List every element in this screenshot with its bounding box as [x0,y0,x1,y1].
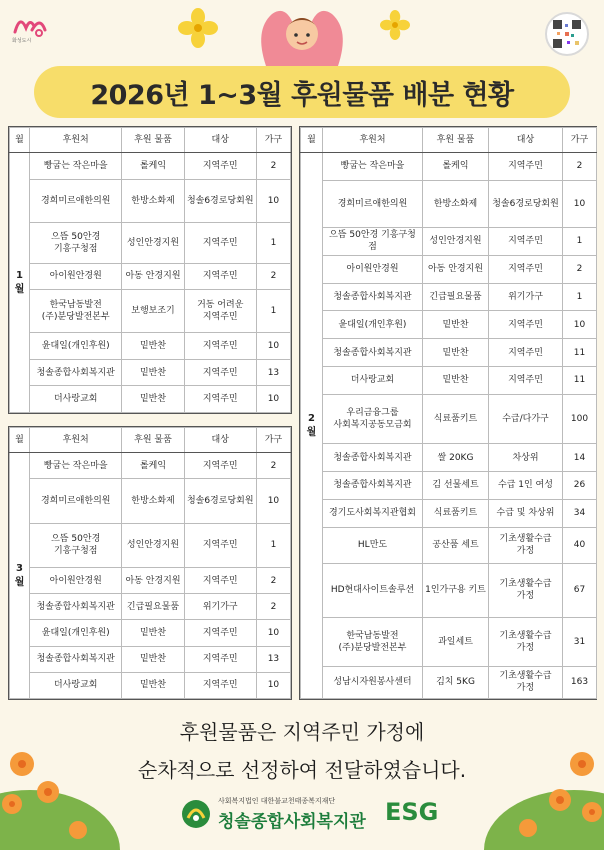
table-row [10,672,291,698]
qr-code-icon [547,14,587,54]
household-count-cell: 10 [256,620,290,646]
target-cell: 지역주민 [184,523,256,567]
footer [0,700,604,850]
item-cell: 밑반찬 [122,646,184,672]
donor-cell: 경기도사회복지관협회 [323,499,423,527]
table-row [10,567,291,593]
household-count-cell: 10 [256,386,290,413]
table-row [301,564,597,618]
qr-code[interactable] [545,12,589,56]
donor-cell: 경희미르애한의원 [323,180,423,227]
target-cell: 수급/다가구 [489,394,563,443]
donor-cell: HD현대사이트솔루션 [323,564,423,618]
table-january [8,126,292,414]
column-header: 후원 물품 [423,128,489,153]
item-cell: 아동 안경지원 [122,567,184,593]
item-cell: 한방소화제 [122,179,184,222]
item-cell: 아동 안경지원 [423,255,489,283]
item-cell: 밑반찬 [423,367,489,395]
item-cell: 롤케익 [423,153,489,181]
household-count-cell: 10 [563,311,597,339]
household-count-cell: 26 [563,471,597,499]
column-header: 후원 물품 [122,128,184,153]
table-row [10,263,291,290]
household-count-cell: 2 [256,594,290,620]
target-cell: 기초생활수급 가정 [489,617,563,666]
donor-cell: 청솔종합사회복지관 [323,471,423,499]
household-count-cell: 34 [563,499,597,527]
table-row [10,646,291,672]
table-row [10,153,291,180]
household-count-cell: 11 [563,339,597,367]
household-count-cell: 31 [563,617,597,666]
month-label: 월 [14,283,25,295]
column-header: 후원처 [30,128,122,153]
target-cell: 지역주민 [489,227,563,255]
item-cell: 1인가구용 키트 [423,564,489,618]
target-cell: 수급 및 차상위 [489,499,563,527]
table-row [301,367,597,395]
target-cell: 위기가구 [489,283,563,311]
table-row [301,153,597,181]
household-count-cell: 11 [563,367,597,395]
column-header: 월 [10,428,30,453]
target-cell: 지역주민 [489,311,563,339]
donor-cell: 아이원안경원 [30,263,122,290]
household-count-cell: 2 [256,153,290,180]
donor-cell: 윤대일(개인후원) [30,333,122,360]
footer-message-line1: 후원물품은 지역주민 가정에 [179,720,425,744]
table-row [301,180,597,227]
item-cell: 밑반찬 [423,311,489,339]
column-header: 후원 물품 [122,428,184,453]
donor-cell: 윤대일(개인후원) [30,620,122,646]
household-count-cell: 2 [256,263,290,290]
header [0,0,604,122]
target-cell: 지역주민 [184,672,256,698]
donor-cell: 으뜸 50안경 기흥구청점 [30,523,122,567]
table-march [8,426,292,700]
item-cell: 김 선물세트 [423,471,489,499]
item-cell: 긴급필요물품 [423,283,489,311]
target-cell: 지역주민 [184,567,256,593]
table-row [301,394,597,443]
column-header: 가구 [563,128,597,153]
yellow-flower-icon [380,10,410,40]
target-cell: 지역주민 [184,153,256,180]
donor-cell: 청솔종합사회복지관 [30,359,122,386]
target-cell: 지역주민 [184,620,256,646]
table-row [301,255,597,283]
target-cell: 청솔6경로당회원 [184,479,256,523]
mascot-heart-icon [252,0,352,66]
target-cell: 차상위 [489,444,563,472]
yellow-flower-icon [178,8,218,48]
donor-cell: 한국남동발전 (주)분당발전본부 [323,617,423,666]
month-cell [10,453,30,699]
table-row [10,386,291,413]
table-row [10,523,291,567]
table-row [301,499,597,527]
donor-cell: 빵굽는 작은마을 [30,153,122,180]
item-cell: 밑반찬 [122,359,184,386]
target-cell: 수급 1인 여성 [489,471,563,499]
column-header: 후원처 [323,128,423,153]
page-title: 2026년 1~3월 후원물품 배분 현황 [90,79,514,111]
household-count-cell: 14 [563,444,597,472]
household-count-cell: 1 [256,290,290,333]
item-cell: 공산품 세트 [423,527,489,563]
donor-cell: 경희미르애한의원 [30,179,122,222]
city-logo [12,10,48,46]
table-row [301,617,597,666]
donor-cell: 우리금융그룹 사회복지공동모금회 [323,394,423,443]
column-header: 가구 [256,128,290,153]
item-cell: 보행보조기 [122,290,184,333]
donor-cell: 윤대일(개인후원) [323,311,423,339]
item-cell: 밑반찬 [122,672,184,698]
target-cell: 지역주민 [489,255,563,283]
household-count-cell: 10 [256,479,290,523]
donor-cell: 더사랑교회 [323,367,423,395]
target-cell: 지역주민 [489,153,563,181]
household-count-cell: 100 [563,394,597,443]
household-count-cell: 10 [256,179,290,222]
donor-cell: 청솔종합사회복지관 [30,594,122,620]
household-count-cell: 1 [256,523,290,567]
household-count-cell: 2 [563,255,597,283]
column-header: 대상 [489,128,563,153]
item-cell: 밑반찬 [122,620,184,646]
household-count-cell: 10 [256,672,290,698]
month-cell [10,153,30,413]
table-row [10,179,291,222]
item-cell: 아동 안경지원 [122,263,184,290]
target-cell: 지역주민 [184,333,256,360]
table-row [301,527,597,563]
item-cell: 롤케익 [122,453,184,479]
month-label: 2 [308,412,315,424]
donor-cell: 더사랑교회 [30,672,122,698]
city-logo-icon [12,10,48,38]
table-row [301,311,597,339]
column-header: 대상 [184,128,256,153]
organization-emblem-icon [180,798,212,830]
household-count-cell: 2 [256,453,290,479]
donor-cell: 청솔종합사회복지관 [323,339,423,367]
donor-cell: 청솔종합사회복지관 [323,283,423,311]
target-cell: 청솔6경로당회원 [489,180,563,227]
household-count-cell: 10 [563,180,597,227]
target-cell: 청솔6경로당회원 [184,179,256,222]
column-header: 가구 [256,428,290,453]
item-cell: 밑반찬 [423,339,489,367]
column-header: 월 [301,128,323,153]
table-row [10,290,291,333]
target-cell: 위기가구 [184,594,256,620]
household-count-cell: 67 [563,564,597,618]
household-count-cell: 13 [256,646,290,672]
item-cell: 성인안경지원 [122,523,184,567]
target-cell: 지역주민 [489,367,563,395]
column-header: 월 [10,128,30,153]
item-cell: 한방소화제 [122,479,184,523]
donor-cell: 빵굽는 작은마을 [323,153,423,181]
item-cell: 김치 5KG [423,666,489,698]
table-row [301,227,597,255]
target-cell: 기초생활수급 가정 [489,666,563,698]
organization-name: 청솔종합사회복지관 [218,812,366,832]
donor-cell: 경희미르애한의원 [30,479,122,523]
target-cell: 지역주민 [489,339,563,367]
table-row [10,359,291,386]
table-row [301,471,597,499]
item-cell: 성인안경지원 [423,227,489,255]
target-cell: 지역주민 [184,222,256,263]
donor-cell: 빵굽는 작은마을 [30,453,122,479]
donor-cell: 한국남동발전 (주)분당발전본부 [30,290,122,333]
table-row [10,333,291,360]
column-header: 대상 [184,428,256,453]
item-cell: 식료품키트 [423,394,489,443]
household-count-cell: 40 [563,527,597,563]
donor-cell: 더사랑교회 [30,386,122,413]
month-cell [301,153,323,699]
item-cell: 한방소화제 [423,180,489,227]
target-cell: 기초생활수급 가정 [489,527,563,563]
target-cell: 기초생활수급 가정 [489,564,563,618]
target-cell: 거동 어려운 지역주민 [184,290,256,333]
esg-logo: ESG [385,798,439,826]
target-cell: 지역주민 [184,646,256,672]
footer-message-line2: 순차적으로 선정하여 전달하였습니다. [137,758,467,782]
item-cell: 성인안경지원 [122,222,184,263]
table-row [10,479,291,523]
donor-cell: 아이원안경원 [30,567,122,593]
item-cell: 밑반찬 [122,333,184,360]
household-count-cell: 10 [256,333,290,360]
target-cell: 지역주민 [184,359,256,386]
donor-cell: HL만도 [323,527,423,563]
column-header: 후원처 [30,428,122,453]
item-cell: 식료품키트 [423,499,489,527]
organization-logo [180,796,439,836]
donor-cell: 청솔종합사회복지관 [30,646,122,672]
item-cell: 밑반찬 [122,386,184,413]
month-label: 월 [14,576,25,588]
month-label: 월 [306,426,317,438]
household-count-cell: 2 [256,567,290,593]
household-count-cell: 1 [256,222,290,263]
donor-cell: 아이원안경원 [323,255,423,283]
household-count-cell: 2 [563,153,597,181]
household-count-cell: 1 [563,227,597,255]
item-cell: 쌀 20KG [423,444,489,472]
logo-text: 화성도시 [12,38,32,44]
household-count-cell: 163 [563,666,597,698]
donor-cell: 으뜸 50안경 기흥구청점 [323,227,423,255]
month-label: 3 [16,562,24,574]
item-cell: 롤케익 [122,153,184,180]
target-cell: 지역주민 [184,386,256,413]
table-row [301,339,597,367]
target-cell: 지역주민 [184,263,256,290]
donor-cell: 청솔종합사회복지관 [323,444,423,472]
month-label: 1 [16,269,24,281]
title-banner [34,66,570,118]
item-cell: 긴급필요물품 [122,594,184,620]
table-row [301,283,597,311]
table-row [10,594,291,620]
item-cell: 과일세트 [423,617,489,666]
household-count-cell: 13 [256,359,290,386]
table-row [10,222,291,263]
household-count-cell: 1 [563,283,597,311]
table-row [301,666,597,698]
donor-cell: 성남시자원봉사센터 [323,666,423,698]
organization-parent: 사회복지법인 대한불교천태종복지재단 [218,797,336,805]
target-cell: 지역주민 [184,453,256,479]
table-row [10,453,291,479]
table-february [299,126,597,700]
table-row [10,620,291,646]
donor-cell: 으뜸 50안경 기흥구청점 [30,222,122,263]
table-row [301,444,597,472]
